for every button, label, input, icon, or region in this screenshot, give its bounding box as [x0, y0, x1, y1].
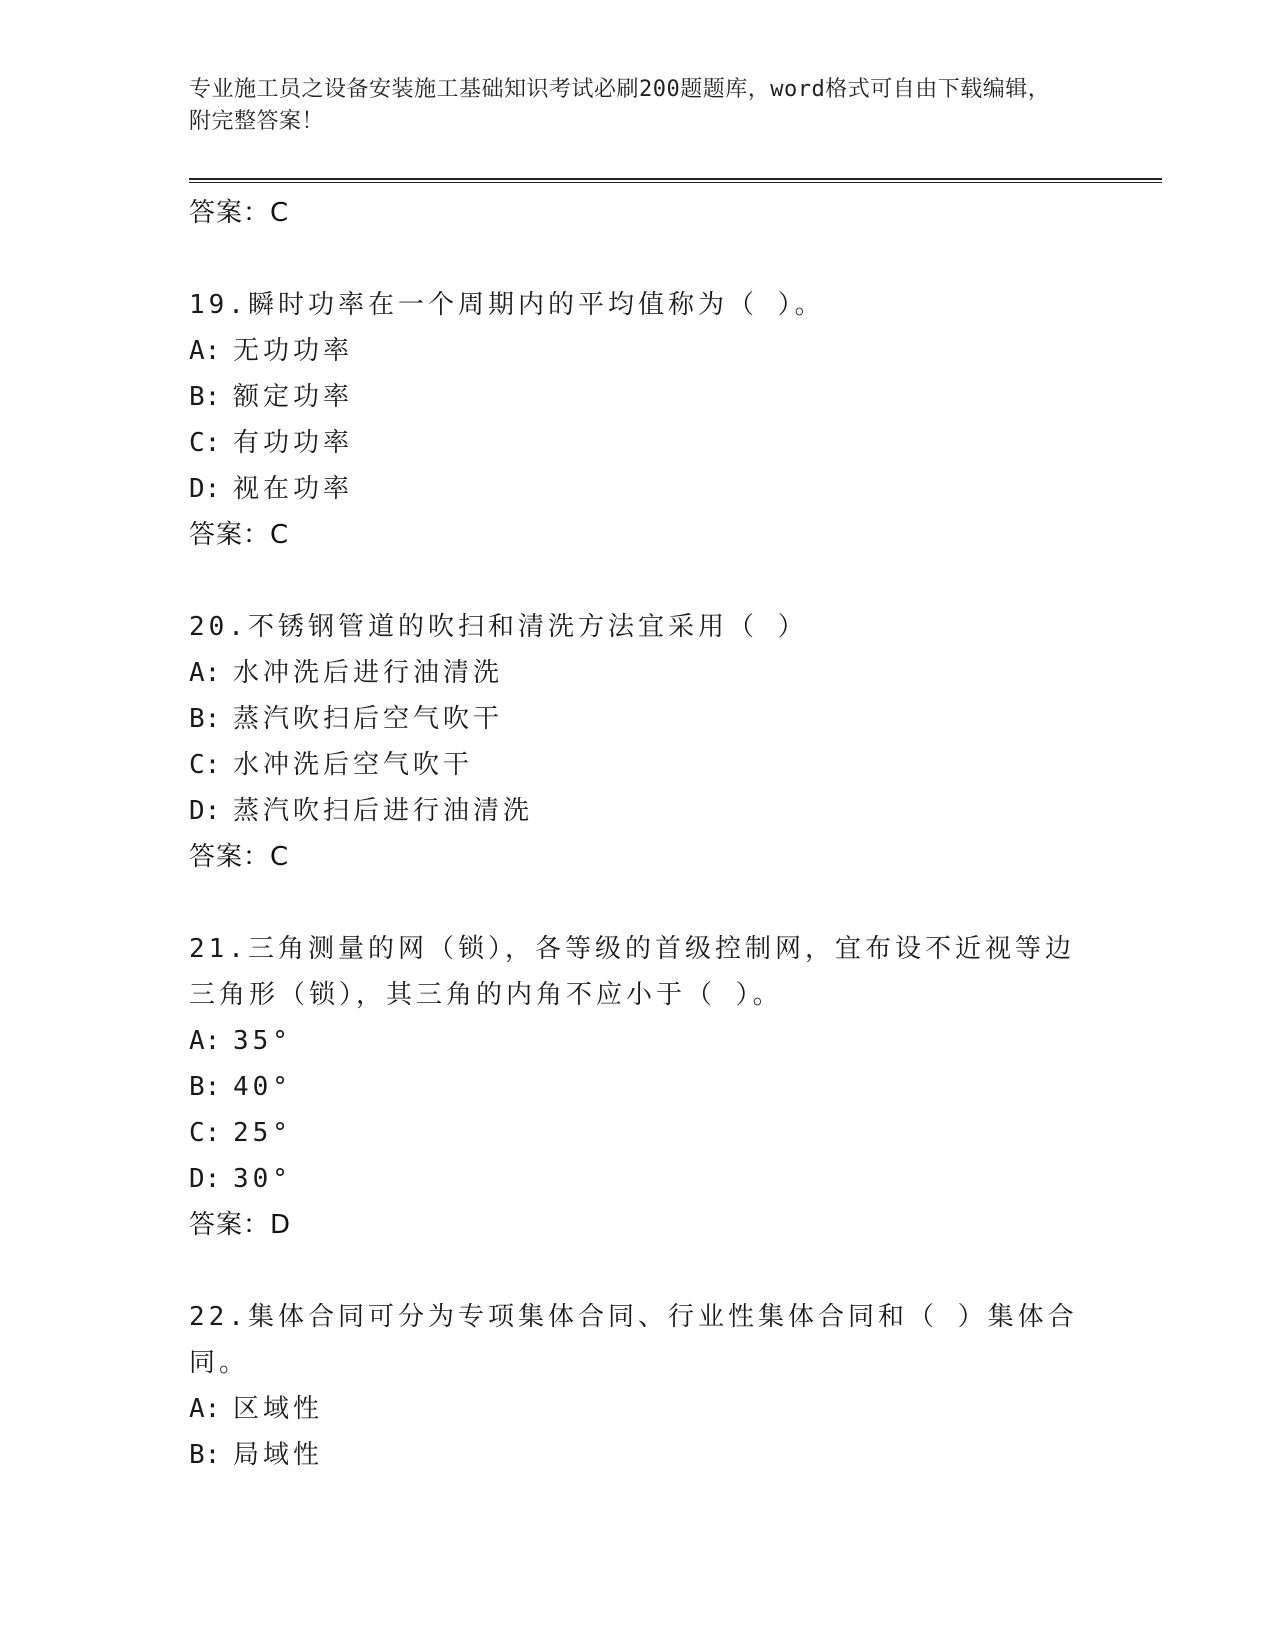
option-b [189, 1432, 1089, 1478]
option-d [189, 788, 1089, 834]
option-letter: C: [189, 428, 221, 458]
answer-line: 答案：C [189, 198, 290, 228]
option-letter: C: [189, 1118, 221, 1148]
question-block [189, 282, 1089, 604]
option-text: 40° [233, 1072, 292, 1102]
option-text: 视在功率 [233, 474, 354, 504]
option-letter: C: [189, 750, 221, 780]
answer-line: 答案：D [189, 1210, 292, 1240]
option-a [189, 650, 1089, 696]
header-divider [189, 178, 1162, 183]
answer-line: 答案：C [189, 520, 290, 550]
option-letter: D: [189, 474, 221, 504]
option-d [189, 466, 1089, 512]
option-a [189, 328, 1089, 374]
question-text: 20.不锈钢管道的吹扫和清洗方法宜采用（ ） [189, 612, 808, 642]
answer-line: 答案：C [189, 842, 290, 872]
question-list [189, 190, 1089, 1478]
option-letter: B: [189, 382, 221, 412]
spacer [189, 236, 1089, 282]
option-d [189, 1156, 1089, 1202]
spacer [189, 880, 1089, 926]
spacer [189, 1248, 1089, 1294]
option-text: 35° [233, 1026, 292, 1056]
option-letter: A: [189, 336, 221, 366]
option-letter: B: [189, 1072, 221, 1102]
spacer [189, 558, 1089, 604]
document-header-title: 专业施工员之设备安装施工基础知识考试必刷200题题库，word格式可自由下载编辑，附完整答案！ [189, 77, 1051, 134]
option-b [189, 1064, 1089, 1110]
option-text: 30° [233, 1164, 292, 1194]
option-letter: D: [189, 1164, 221, 1194]
option-text: 25° [233, 1118, 292, 1148]
option-c [189, 742, 1089, 788]
option-text: 蒸汽吹扫后进行油清洗 [233, 796, 534, 826]
question-text: 19.瞬时功率在一个周期内的平均值称为（ ）。 [189, 290, 825, 320]
option-text: 额定功率 [233, 382, 354, 412]
option-c [189, 420, 1089, 466]
question-block [189, 926, 1089, 1294]
option-letter: B: [189, 1440, 221, 1470]
option-c [189, 1110, 1089, 1156]
option-a [189, 1018, 1089, 1064]
option-text: 蒸汽吹扫后空气吹干 [233, 704, 504, 734]
option-text: 水冲洗后进行油清洗 [233, 658, 504, 688]
option-text: 无功功率 [233, 336, 354, 366]
question-text: 21.三角测量的网（锁），各等级的首级控制网，宜布设不近视等边三角形（锁），其三角的内角不应小于（ ）。 [189, 934, 1075, 1010]
question-text: 22.集体合同可分为专项集体合同、行业性集体合同和（ ）集体合同。 [189, 1302, 1078, 1378]
option-letter: B: [189, 704, 221, 734]
question-block [189, 604, 1089, 926]
option-letter: A: [189, 1394, 221, 1424]
question-block [189, 1294, 1089, 1478]
option-text: 有功功率 [233, 428, 354, 458]
option-letter: D: [189, 796, 221, 826]
option-text: 水冲洗后空气吹干 [233, 750, 474, 780]
option-letter: A: [189, 658, 221, 688]
option-text: 区域性 [233, 1394, 324, 1424]
option-b [189, 696, 1089, 742]
option-a [189, 1386, 1089, 1432]
option-b [189, 374, 1089, 420]
option-text: 局域性 [233, 1440, 324, 1470]
option-letter: A: [189, 1026, 221, 1056]
